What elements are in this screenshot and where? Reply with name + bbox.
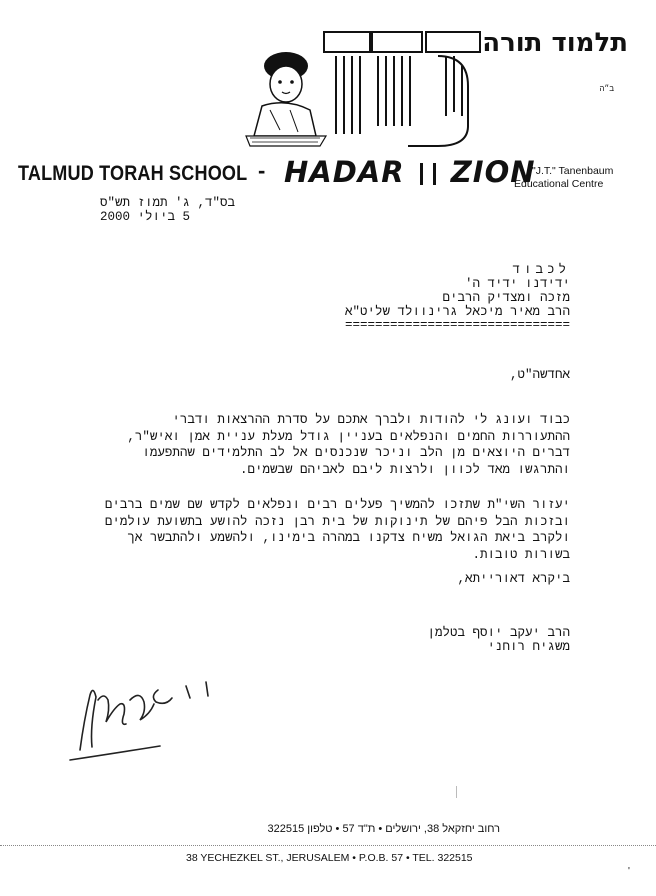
footer-divider (0, 845, 656, 846)
corner-mark: ' (628, 866, 630, 877)
brand-part-hadar: HADAR (284, 155, 405, 189)
signer-name: הרב יעקב יוסף בטלמן (427, 626, 570, 640)
date-civil: 5 ביולי 2000 (100, 210, 191, 224)
date-hebrew: בס"ד, ג' תמוז תש"ס (100, 196, 236, 210)
signer-title: משגיח רוחני (487, 640, 570, 654)
address-line-1: ידידנו ידיד ה' (464, 277, 570, 291)
logo-letters (324, 32, 480, 146)
body-paragraph-1: כבוד ועונג לי להודות ולברך אתכם על סדרת ההרצאות ודברי ההתעוררות החמים והנפלאים בעניין גודל מעלת עניית אמן ואיש"ר, דברים היוצאים מן הלב וניכר שנכנסים אל לב התלמידים שהתפעמו והתרגשו מאד לכוון ולרצות ליבם לאביהם שבשמים. (127, 413, 570, 477)
school-logo (240, 26, 484, 158)
centre-name-line2: Educational Centre (514, 178, 604, 190)
margin-tick (456, 786, 461, 798)
salutation: לכבוד (512, 263, 570, 277)
address-line-3: הרב מאיר מיכאל גרינוולד שליט"א (344, 305, 570, 319)
greeting: אחדשה"ט, (509, 368, 570, 382)
school-name-english: TALMUD TORAH SCHOOL (18, 162, 248, 185)
footer-address-hebrew: רחוב יחזקאל 38, ירושלים • ת"ד 57 • טלפון 322515 (267, 823, 500, 835)
letterhead-dash: - (258, 158, 266, 183)
handwritten-signature (60, 660, 300, 770)
hebrew-school-name: תלמוד תורה (482, 28, 628, 58)
footer-address-english: 38 YECHEZKEL ST., JERUSALEM • P.O.B. 57 • TEL. 322515 (186, 852, 473, 864)
bh-mark: ב״ה (599, 84, 614, 93)
centre-name-line1: "J.T." Tanenbaum (532, 165, 614, 177)
address-line-2: מזכה ומצדיק הרבים (442, 291, 570, 305)
brand-separator-icon (420, 163, 436, 185)
body-paragraph-2: יעזור השי"ת שתזכו להמשיך פעלים רבים ונפלאים לקדש שם שמים ברבים ובזכות הבל פיהם של תינוקות של בית רבן נזכה להושע בתשועת עולמים ולקרב ביאת הגואל משיח צדקנו במהרה בימינו, ולהשמע ולהתבשר אך בשורות טובות. (104, 498, 570, 562)
brand-name (284, 155, 536, 189)
address-underline: ============================== (344, 318, 570, 332)
logo-boy-illustration (246, 52, 326, 146)
brand-part-zion: ZION (450, 155, 536, 189)
closing: ביקרא דאורייתא, (457, 572, 570, 586)
